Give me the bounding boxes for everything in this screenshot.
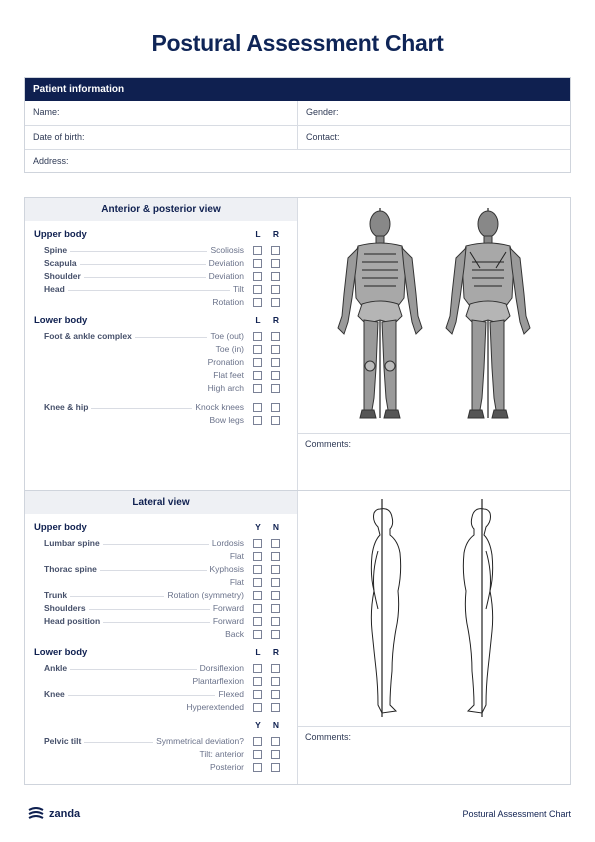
lateral-upper-row-option: Forward xyxy=(210,603,244,613)
anterior-posterior-header: Anterior & posterior view xyxy=(25,198,297,221)
anterior-upper-row-option: Deviation xyxy=(206,258,244,268)
lateral-upper-row-label: Head position xyxy=(44,616,103,626)
lateral-checklist xyxy=(25,491,298,784)
anterior-upper-row-label: Shoulder xyxy=(44,271,84,281)
anterior-lower-checkbox-2[interactable] xyxy=(271,358,280,367)
lateral-upper-row-option: Flat xyxy=(227,551,244,561)
patient-information-header: Patient information xyxy=(25,78,570,101)
lateral-upper-checkbox-1[interactable] xyxy=(253,591,262,600)
lateral-upper-column-2-header: N xyxy=(272,522,280,532)
lateral-upper-row xyxy=(25,551,298,564)
anterior-lower-checkbox-2[interactable] xyxy=(271,371,280,380)
lateral-upper-checkbox-2[interactable] xyxy=(271,591,280,600)
anterior-lower-checkbox-1[interactable] xyxy=(253,371,262,380)
anterior-upper-row xyxy=(25,271,298,284)
anterior-upper-row-option: Tilt xyxy=(230,284,244,294)
lateral-lower-checkbox-1[interactable] xyxy=(253,690,262,699)
lateral-lower-row-option: Plantarflexion xyxy=(189,676,244,686)
anterior-lower-row xyxy=(25,370,298,383)
lateral-upper-row-label: Shoulders xyxy=(44,603,89,613)
anterior-lower-checkbox-1[interactable] xyxy=(253,416,262,425)
patient-information-table xyxy=(24,77,571,173)
page-title: Postural Assessment Chart xyxy=(151,30,444,56)
anterior-upper-checkbox-1[interactable] xyxy=(253,259,262,268)
anterior-upper-checkbox-2[interactable] xyxy=(271,246,280,255)
leader-line xyxy=(44,290,242,291)
lateral-lower-row xyxy=(25,676,298,689)
anterior-lower-checkbox-1[interactable] xyxy=(253,332,262,341)
anterior-upper-checkbox-1[interactable] xyxy=(253,298,262,307)
anterior-checklist xyxy=(25,198,298,490)
lateral-lower-row xyxy=(25,689,298,702)
lateral-pelvic-row-option: Tilt: anterior xyxy=(196,749,244,759)
anterior-upper-row-option: Deviation xyxy=(206,271,244,281)
anterior-lower-row-label: Knee & hip xyxy=(44,402,91,412)
lateral-lower-row xyxy=(25,663,298,676)
lateral-pelvic-checkbox-1[interactable] xyxy=(253,763,262,772)
anterior-body-figure xyxy=(338,208,422,418)
lateral-pelvic-row-option: Posterior xyxy=(207,762,244,772)
lateral-upper-checkbox-2[interactable] xyxy=(271,604,280,613)
lateral-pelvic-row xyxy=(25,749,298,762)
anterior-upper-row-option: Rotation xyxy=(209,297,244,307)
lateral-pelvic-checkbox-2[interactable] xyxy=(271,763,280,772)
anterior-lower-row xyxy=(25,357,298,370)
lateral-lower-group-title: Lower body xyxy=(34,647,88,658)
anterior-lower-checkbox-2[interactable] xyxy=(271,416,280,425)
lateral-upper-group-title: Upper body xyxy=(34,522,87,533)
anterior-lower-checkbox-1[interactable] xyxy=(253,358,262,367)
lateral-pelvic-row xyxy=(25,736,298,749)
lateral-upper-row-option: Flat xyxy=(227,577,244,587)
name-field[interactable]: Name: xyxy=(25,101,298,125)
anterior-upper-row xyxy=(25,297,298,310)
lateral-pelvic-column-1-header: Y xyxy=(255,720,261,730)
lateral-upper-checkbox-2[interactable] xyxy=(271,578,280,587)
lateral-pelvic-checkbox-2[interactable] xyxy=(271,750,280,759)
anterior-upper-row-label: Spine xyxy=(44,245,70,255)
lateral-pelvic-checkbox-1[interactable] xyxy=(253,737,262,746)
skeleton-figures xyxy=(298,198,570,434)
lateral-upper-checkbox-1[interactable] xyxy=(253,617,262,626)
lateral-upper-checkbox-1[interactable] xyxy=(253,578,262,587)
anterior-upper-checkbox-1[interactable] xyxy=(253,272,262,281)
lateral-lower-row-option: Dorsiflexion xyxy=(197,663,244,673)
anterior-lower-row xyxy=(25,415,298,428)
lateral-body-outlines xyxy=(298,491,570,727)
lateral-upper-row xyxy=(25,564,298,577)
anterior-upper-row-option: Scoliosis xyxy=(207,245,244,255)
anterior-lower-checkbox-2[interactable] xyxy=(271,332,280,341)
anterior-lower-column-2-header: R xyxy=(272,315,280,325)
lateral-upper-checkbox-2[interactable] xyxy=(271,630,280,639)
lateral-lower-row-label: Knee xyxy=(44,689,68,699)
lateral-upper-row-option: Rotation (symmetry) xyxy=(164,590,244,600)
lateral-upper-checkbox-1[interactable] xyxy=(253,630,262,639)
lateral-pelvic-checkbox-2[interactable] xyxy=(271,737,280,746)
anterior-upper-group-title: Upper body xyxy=(34,229,87,240)
anterior-lower-row xyxy=(25,344,298,357)
brand-name: zanda xyxy=(49,808,81,820)
lateral-view-header: Lateral view xyxy=(25,491,297,514)
anterior-lower-row-option: Bow legs xyxy=(207,415,245,425)
lateral-lower-checkbox-1[interactable] xyxy=(253,664,262,673)
anterior-lower-checkbox-1[interactable] xyxy=(253,403,262,412)
lateral-lower-checkbox-2[interactable] xyxy=(271,677,280,686)
lateral-upper-row xyxy=(25,629,298,642)
lateral-upper-checkbox-2[interactable] xyxy=(271,539,280,548)
anterior-upper-column-1-header: L xyxy=(255,229,261,239)
zanda-logo xyxy=(27,806,80,822)
anterior-lower-checkbox-2[interactable] xyxy=(271,403,280,412)
lateral-lower-row-option: Hyperextended xyxy=(183,702,244,712)
lateral-upper-checkbox-1[interactable] xyxy=(253,565,262,574)
lateral-upper-row xyxy=(25,603,298,616)
anterior-upper-column-2-header: R xyxy=(272,229,280,239)
lateral-pelvic-checkbox-1[interactable] xyxy=(253,750,262,759)
gender-field[interactable]: Gender: xyxy=(306,107,339,117)
lateral-pelvic-row-option: Symmetrical deviation? xyxy=(153,736,244,746)
anterior-lower-checkbox-2[interactable] xyxy=(271,384,280,393)
lateral-upper-checkbox-1[interactable] xyxy=(253,552,262,561)
lateral-lower-row xyxy=(25,702,298,715)
lateral-comments-label[interactable]: Comments: xyxy=(305,732,352,742)
anterior-lower-row-option: Toe (out) xyxy=(207,331,244,341)
lateral-upper-row xyxy=(25,590,298,603)
lateral-body-figure-right xyxy=(463,499,492,717)
lateral-lower-checkbox-2[interactable] xyxy=(271,690,280,699)
lateral-pelvic-row xyxy=(25,762,298,775)
anterior-posterior-section xyxy=(24,197,571,491)
lateral-body-figure-left xyxy=(371,499,400,717)
date-of-birth-field[interactable]: Date of birth: xyxy=(25,126,298,149)
anterior-lower-row-option: Flat feet xyxy=(210,370,244,380)
lateral-upper-row-option: Forward xyxy=(210,616,244,626)
anterior-lower-checkbox-2[interactable] xyxy=(271,345,280,354)
lateral-upper-column-1-header: Y xyxy=(255,522,261,532)
anterior-lower-row-option: Toe (in) xyxy=(213,344,244,354)
lateral-upper-row-option: Lordosis xyxy=(209,538,244,548)
anterior-posterior-figure xyxy=(298,198,570,434)
lateral-lower-checkbox-2[interactable] xyxy=(271,703,280,712)
lateral-upper-row-label: Lumbar spine xyxy=(44,538,103,548)
anterior-lower-checkbox-1[interactable] xyxy=(253,384,262,393)
anterior-upper-checkbox-2[interactable] xyxy=(271,298,280,307)
anterior-upper-checkbox-1[interactable] xyxy=(253,285,262,294)
anterior-lower-checkbox-1[interactable] xyxy=(253,345,262,354)
anterior-lower-column-1-header: L xyxy=(255,315,261,325)
lateral-upper-row xyxy=(25,577,298,590)
anterior-upper-row xyxy=(25,258,298,271)
lateral-lower-column-1-header: L xyxy=(255,647,261,657)
anterior-lower-row-option: Pronation xyxy=(205,357,244,367)
lateral-upper-row-label: Trunk xyxy=(44,590,70,600)
lateral-figure xyxy=(298,491,570,727)
address-field[interactable]: Address: xyxy=(33,156,69,166)
anterior-lower-row-option: High arch xyxy=(205,383,244,393)
lateral-upper-checkbox-2[interactable] xyxy=(271,617,280,626)
lateral-upper-row-option: Back xyxy=(222,629,244,639)
lateral-lower-checkbox-2[interactable] xyxy=(271,664,280,673)
anterior-comments-label[interactable]: Comments: xyxy=(305,439,352,449)
lateral-lower-checkbox-1[interactable] xyxy=(253,677,262,686)
lateral-upper-row-label: Thorac spine xyxy=(44,564,100,574)
lateral-lower-checkbox-1[interactable] xyxy=(253,703,262,712)
lateral-pelvic-column-2-header: N xyxy=(272,720,280,730)
anterior-upper-checkbox-2[interactable] xyxy=(271,285,280,294)
anterior-lower-group-title: Lower body xyxy=(34,315,88,326)
lateral-upper-checkbox-1[interactable] xyxy=(253,604,262,613)
anterior-lower-row xyxy=(25,331,298,344)
lateral-upper-checkbox-2[interactable] xyxy=(271,552,280,561)
lateral-upper-checkbox-1[interactable] xyxy=(253,539,262,548)
zanda-logo-icon xyxy=(27,806,45,822)
anterior-upper-checkbox-2[interactable] xyxy=(271,272,280,281)
anterior-lower-row-label: Foot & ankle complex xyxy=(44,331,135,341)
lateral-upper-row-option: Kyphosis xyxy=(207,564,245,574)
anterior-upper-row xyxy=(25,284,298,297)
footer-title: Postural Assessment Chart xyxy=(462,809,571,819)
lateral-section xyxy=(24,491,571,785)
anterior-upper-row-label: Scapula xyxy=(44,258,80,268)
contact-field[interactable]: Contact: xyxy=(306,132,340,142)
anterior-lower-row xyxy=(25,402,298,415)
anterior-lower-row xyxy=(25,383,298,396)
anterior-upper-row xyxy=(25,245,298,258)
lateral-lower-column-2-header: R xyxy=(272,647,280,657)
anterior-upper-row-label: Head xyxy=(44,284,68,294)
lateral-pelvic-row-label: Pelvic tilt xyxy=(44,736,84,746)
anterior-upper-checkbox-2[interactable] xyxy=(271,259,280,268)
lateral-upper-row xyxy=(25,616,298,629)
lateral-upper-row xyxy=(25,538,298,551)
lateral-lower-row-option: Flexed xyxy=(215,689,244,699)
anterior-lower-row-option: Knock knees xyxy=(192,402,244,412)
anterior-upper-checkbox-1[interactable] xyxy=(253,246,262,255)
lateral-lower-row-label: Ankle xyxy=(44,663,70,673)
posterior-body-figure xyxy=(446,208,530,418)
lateral-upper-checkbox-2[interactable] xyxy=(271,565,280,574)
leader-line xyxy=(44,695,242,696)
